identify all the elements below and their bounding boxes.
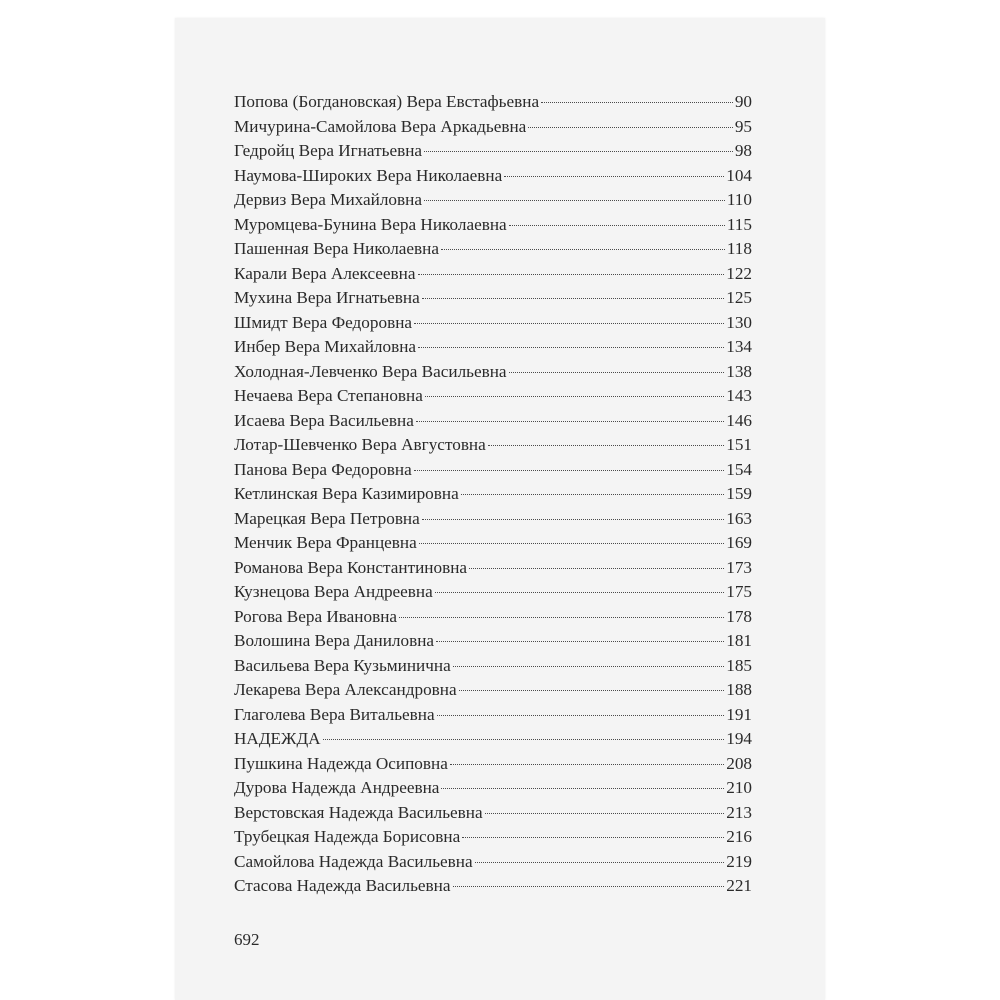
toc-entry-page: 125 xyxy=(726,288,752,307)
dot-leader xyxy=(422,519,724,520)
toc-entry-page: 169 xyxy=(726,533,752,552)
toc-entry-title: Самойлова Надежда Васильевна xyxy=(234,851,473,871)
toc-entry-page: 122 xyxy=(726,263,752,283)
dot-leader xyxy=(437,715,725,716)
toc-entry-title: Инбер Вера Михайловна xyxy=(234,337,417,356)
toc-entry-title: Карали Вера Алексеевна xyxy=(234,263,416,283)
dot-leader xyxy=(418,347,724,348)
dot-leader xyxy=(441,788,724,789)
dot-leader xyxy=(459,690,725,691)
dot-leader xyxy=(424,151,733,152)
toc-entry-title: Гедройц Вера Игнатьевна xyxy=(234,141,423,160)
toc-entry-page: 98 xyxy=(734,141,752,160)
toc-entry-page: 178 xyxy=(726,606,752,626)
toc-entry-title: Шмидт Вера Федоровна xyxy=(234,312,413,332)
toc-entry-page: 175 xyxy=(726,582,752,601)
toc-entry xyxy=(234,433,752,458)
toc-entry-title: Мичурина-Самойлова Вера Аркадьевна xyxy=(234,116,527,136)
toc-entry-page: 146 xyxy=(726,410,752,430)
toc-entry-page: 208 xyxy=(726,753,752,773)
dot-leader xyxy=(399,617,724,618)
toc-entry-title: Менчик Вера Францевна xyxy=(234,533,417,552)
toc-entry xyxy=(234,409,752,434)
toc-entry xyxy=(234,531,752,556)
toc-entry-page: 173 xyxy=(726,557,752,577)
toc-entry xyxy=(234,556,752,581)
toc-entry-title: Васильева Вера Кузьминична xyxy=(234,655,451,675)
toc-entry-page: 151 xyxy=(726,435,752,454)
toc-entry-title: Стасова Надежда Васильевна xyxy=(234,876,451,895)
dot-leader xyxy=(509,372,725,373)
toc-entry-title: Романова Вера Константиновна xyxy=(234,557,468,577)
dot-leader xyxy=(461,494,725,495)
toc-entry-page: 104 xyxy=(726,165,752,185)
toc-entry-title: Пашенная Вера Николаевна xyxy=(234,239,439,258)
dot-leader xyxy=(424,200,725,201)
toc-entry xyxy=(234,90,752,115)
dot-leader xyxy=(475,862,725,863)
dot-leader xyxy=(504,176,724,177)
toc-entry xyxy=(234,874,752,899)
toc-entry xyxy=(234,507,752,532)
toc-entry xyxy=(234,727,752,752)
toc-entry-page: 163 xyxy=(726,508,752,528)
toc-entry xyxy=(234,703,752,728)
toc-entry-title: Дервиз Вера Михайловна xyxy=(234,190,422,209)
toc-entry-title: Верстовская Надежда Васильевна xyxy=(234,802,483,822)
dot-leader xyxy=(435,592,724,593)
dot-leader xyxy=(419,543,724,544)
toc-entry xyxy=(234,311,752,336)
dot-leader xyxy=(528,127,733,128)
toc-entry-title: Лотар-Шевченко Вера Августовна xyxy=(234,435,486,454)
dot-leader xyxy=(541,102,733,103)
toc-entry xyxy=(234,825,752,850)
toc-entry-page: 95 xyxy=(734,116,752,136)
toc-entry-title: Наумова-Широких Вера Николаевна xyxy=(234,165,503,185)
toc-entry-page: 216 xyxy=(726,827,752,846)
dot-leader xyxy=(436,641,724,642)
dot-leader xyxy=(425,396,724,397)
dot-leader xyxy=(414,470,725,471)
toc-entry xyxy=(234,458,752,483)
page-number: 692 xyxy=(234,930,260,949)
toc-entry xyxy=(234,580,752,605)
toc-entry xyxy=(234,384,752,409)
toc-entry xyxy=(234,213,752,238)
toc-entry-page: 194 xyxy=(726,729,752,748)
toc-entry-title: Холодная-Левченко Вера Васильевна xyxy=(234,361,507,381)
dot-leader xyxy=(416,421,724,422)
toc-entry xyxy=(234,115,752,140)
dot-leader xyxy=(422,298,724,299)
toc-entry xyxy=(234,776,752,801)
toc-entry-title: Дурова Надежда Андреевна xyxy=(234,778,440,797)
toc-entry-page: 115 xyxy=(726,214,752,234)
toc-entry-title: Нечаева Вера Степановна xyxy=(234,386,423,405)
toc-entry-title: Муромцева-Бунина Вера Николаевна xyxy=(234,214,507,234)
toc-entry xyxy=(234,801,752,826)
toc-entry-title: Рогова Вера Ивановна xyxy=(234,606,398,626)
toc-entry xyxy=(234,654,752,679)
toc-entry-page: 134 xyxy=(726,337,752,356)
dot-leader xyxy=(450,764,724,765)
toc-entry-page: 143 xyxy=(726,386,752,405)
toc-entry-page: 138 xyxy=(726,361,752,381)
toc-entry-page: 188 xyxy=(726,680,752,699)
toc-entry xyxy=(234,164,752,189)
dot-leader xyxy=(488,445,724,446)
toc-entry-page: 110 xyxy=(726,190,752,209)
toc-entry-page: 210 xyxy=(726,778,752,797)
dot-leader xyxy=(485,813,725,814)
toc-entry-title: Марецкая Вера Петровна xyxy=(234,508,420,528)
dot-leader xyxy=(441,249,725,250)
toc-entry-page: 185 xyxy=(726,655,752,675)
toc-entry-page: 90 xyxy=(734,92,752,111)
toc-entry-title: Кетлинская Вера Казимировна xyxy=(234,484,459,503)
dot-leader xyxy=(323,739,725,740)
toc-entry xyxy=(234,188,752,213)
toc-entry-page: 154 xyxy=(726,459,752,479)
toc-entry-title: Волошина Вера Даниловна xyxy=(234,631,435,650)
dot-leader xyxy=(453,666,724,667)
toc-entry xyxy=(234,237,752,262)
toc-entry-title: Пушкина Надежда Осиповна xyxy=(234,753,448,773)
toc-entry xyxy=(234,262,752,287)
toc-entry-title: Попова (Богдановская) Вера Евстафьевна xyxy=(234,92,540,111)
dot-leader xyxy=(462,837,724,838)
toc-entry-title: Лекарева Вера Александровна xyxy=(234,680,457,699)
toc-entry xyxy=(234,286,752,311)
toc-entry-page: 130 xyxy=(726,312,752,332)
toc-entry xyxy=(234,629,752,654)
toc-entry-title: Исаева Вера Васильевна xyxy=(234,410,414,430)
table-of-contents xyxy=(234,90,752,899)
toc-entry-title: НАДЕЖДА xyxy=(234,729,321,748)
toc-entry-page: 213 xyxy=(726,802,752,822)
dot-leader xyxy=(509,225,725,226)
dot-leader xyxy=(414,323,724,324)
toc-entry-page: 159 xyxy=(726,484,752,503)
toc-entry xyxy=(234,605,752,630)
dot-leader xyxy=(418,274,725,275)
toc-entry xyxy=(234,678,752,703)
toc-entry-title: Глаголева Вера Витальевна xyxy=(234,704,435,724)
toc-entry xyxy=(234,360,752,385)
toc-entry-page: 221 xyxy=(726,876,752,895)
toc-entry xyxy=(234,139,752,164)
toc-entry-page: 219 xyxy=(726,851,752,871)
toc-entry-title: Панова Вера Федоровна xyxy=(234,459,412,479)
toc-entry xyxy=(234,850,752,875)
dot-leader xyxy=(469,568,724,569)
toc-entry-title: Мухина Вера Игнатьевна xyxy=(234,288,420,307)
toc-entry-page: 191 xyxy=(726,704,752,724)
dot-leader xyxy=(453,886,725,887)
toc-entry xyxy=(234,335,752,360)
toc-entry xyxy=(234,482,752,507)
toc-entry-title: Трубецкая Надежда Борисовна xyxy=(234,827,461,846)
toc-entry-page: 118 xyxy=(726,239,752,258)
toc-entry-title: Кузнецова Вера Андреевна xyxy=(234,582,433,601)
toc-entry xyxy=(234,752,752,777)
toc-entry-page: 181 xyxy=(726,631,752,650)
